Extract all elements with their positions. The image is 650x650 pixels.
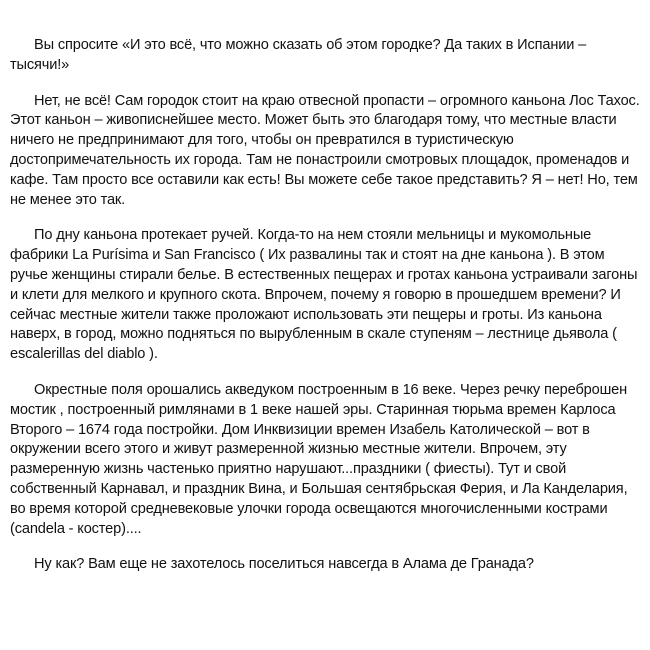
paragraph-closing-question: Ну как? Вам еще не захотелось поселиться навсегда в Алама де Гранада?	[34, 556, 534, 573]
paragraph-intro-question: Вы спросите «И это всё, что можно сказать об этом городке? Да таких в Испании – тысячи!»	[10, 37, 587, 73]
paragraph-canyon: Нет, не всё! Сам городок стоит на краю отвесной пропасти – огромного каньона Лос Тахос. Этот каньон – живописнейшее место. Может быть это благодаря тому, что местные власти ничего не предпринимают для того, чтобы он превратился в туристическую достопримечательность их города. Там не понастроили смотровых площадок, променадов и кафе. Там просто все оставили как есть! Вы можете себе такое представить? Я – нет! Но, тем не менее это так.	[10, 92, 640, 208]
article-body	[10, 36, 640, 591]
paragraph-history-festivals: Окрестные поля орошались акведуком построенным в 16 веке. Через речку переброшен мостик , построенный римлянами в 1 веке нашей эры. Старинная тюрьма времен Карлоса Второго – 1674 года постройки. Дом Инквизиции времен Изабель Католической – вот в окружении всего этого и живут размеренной жизнью местные жители. Впрочем, эту размеренную жизнь частенько приятно нарушают...праздники ( фиесты). Тут и свой собственный Карнавал, и праздник Вина, и Большая сентябрьская Ферия, и Ла Канделария, во время которой средневековые улочки города освещаются многочисленными кострами (candela - костер)....	[10, 381, 628, 537]
paragraph-stream-caves: По дну каньона протекает ручей. Когда-то на нем стояли мельницы и мукомольные фабрики La Purísima и San Francisco ( Их развалины так и стоят на дне каньона ). В этом ручье женщины стирали белье. В естественных пещерах и гротах каньона устраивали загоны и клети для мелкого и крупного скота. Впрочем, почему я говорю в прошедшем времени? И сейчас местные жители также проложают использовать эти пещеры и гроты. Из каньона наверх, в город, можно подняться по вырубленным в скале ступеням – лестнице дьявола ( escalerillas del diablo ).	[10, 227, 638, 363]
